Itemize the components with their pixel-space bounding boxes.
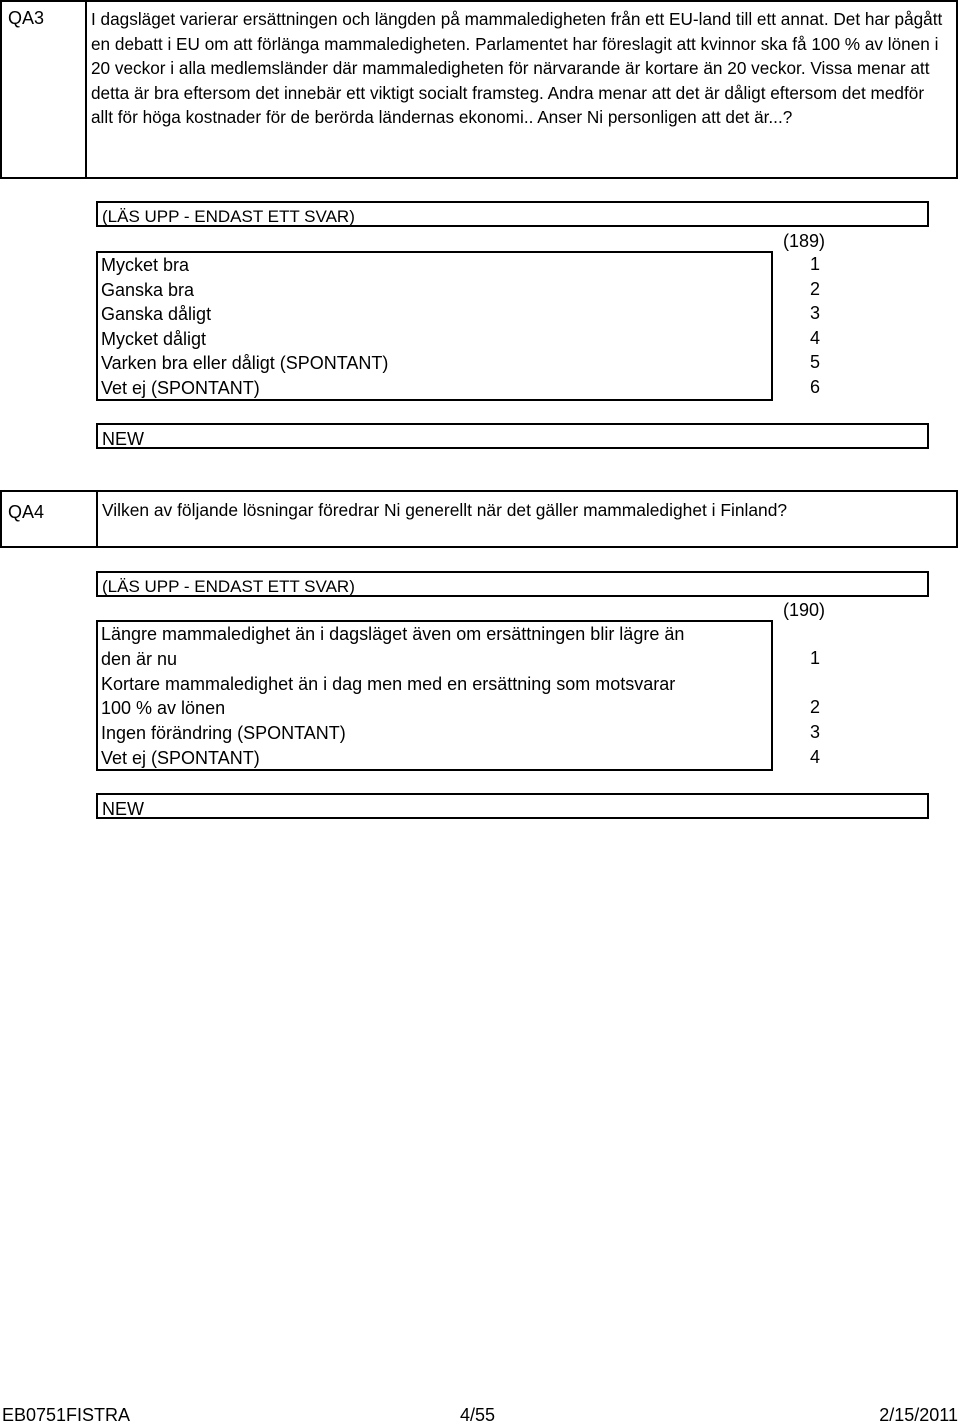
qa3-code-4: 4	[809, 327, 820, 348]
qa4-instruction: (LÄS UPP - ENDAST ETT SVAR)	[96, 571, 929, 597]
qa4-option-2-line1: Kortare mammaledighet än i dag men med en ersättning som motsvarar	[101, 673, 676, 694]
footer-doc-id: EB0751FISTRA	[2, 1405, 131, 1425]
qa3-option-4: Mycket dåligt	[101, 328, 207, 349]
qa4-option-2-line2: 100 % av lönen	[101, 698, 226, 718]
qa3-new-label: NEW	[96, 423, 929, 449]
qa3-instruction: (LÄS UPP - ENDAST ETT SVAR)	[96, 201, 929, 227]
qa3-code-5: 5	[809, 352, 820, 372]
qa3-options-box	[96, 251, 773, 401]
qa4-new-label: NEW	[96, 793, 929, 819]
qa4-option-4: Vet ej (SPONTANT)	[101, 747, 260, 768]
qa3-code-6: 6	[809, 376, 820, 397]
qa3-option-6: Vet ej (SPONTANT)	[101, 377, 260, 398]
qa3-id: QA3	[8, 8, 45, 28]
qa4-code-4: 4	[809, 746, 820, 767]
qa3-question: I dagsläget varierar ersättningen och längden på mammaledigheten från ett EU-land till ett annat. Det har pågått en debatt i EU om att förlänga mammaledigheten. Parlamentet har föreslagit att kvinnor ska få 100 % av lönen i 20 veckor i alla medlemsländer där mammaledigheten för närvarande är kortare än 20 veckor. Vissa menar att detta är bra eftersom det innebär ett viktigt socialt framsteg. Andra menar att det är dåligt eftersom det medför allt för höga kostnader för de berörda ländernas ekonomi.. Anser Ni personligen att det är...?	[91, 9, 943, 127]
qa4-column-number: (190)	[782, 600, 825, 620]
qa3-option-2: Ganska bra	[101, 279, 195, 300]
qa4-code-2: 2	[809, 697, 820, 717]
footer-page-number: 4/55	[460, 1405, 496, 1425]
qa3-column-number: (189)	[782, 231, 825, 251]
qa4-code-1: 1	[809, 648, 820, 668]
qa4-options-box	[96, 620, 773, 771]
qa3-code-2: 2	[809, 278, 820, 299]
qa4-option-3: Ingen förändring (SPONTANT)	[101, 723, 346, 743]
qa4-code-3: 3	[809, 722, 820, 742]
qa3-code-3: 3	[809, 303, 820, 323]
qa4-id: QA4	[8, 502, 45, 522]
qa3-option-5: Varken bra eller dåligt (SPONTANT)	[101, 353, 389, 373]
qa3-code-1: 1	[809, 254, 820, 274]
qa3-option-3: Ganska dåligt	[101, 304, 212, 324]
qa4-question: Vilken av följande lösningar föredrar Ni generellt när det gäller mammaledighet i Finland?	[102, 500, 788, 520]
qa3-option-1: Mycket bra	[101, 255, 190, 275]
qa4-option-1-line2: den är nu	[101, 648, 178, 669]
qa4-option-1-line1: Längre mammaledighet än i dagsläget även om ersättningen blir lägre än	[101, 624, 685, 644]
footer-date: 2/15/2011	[879, 1405, 958, 1425]
